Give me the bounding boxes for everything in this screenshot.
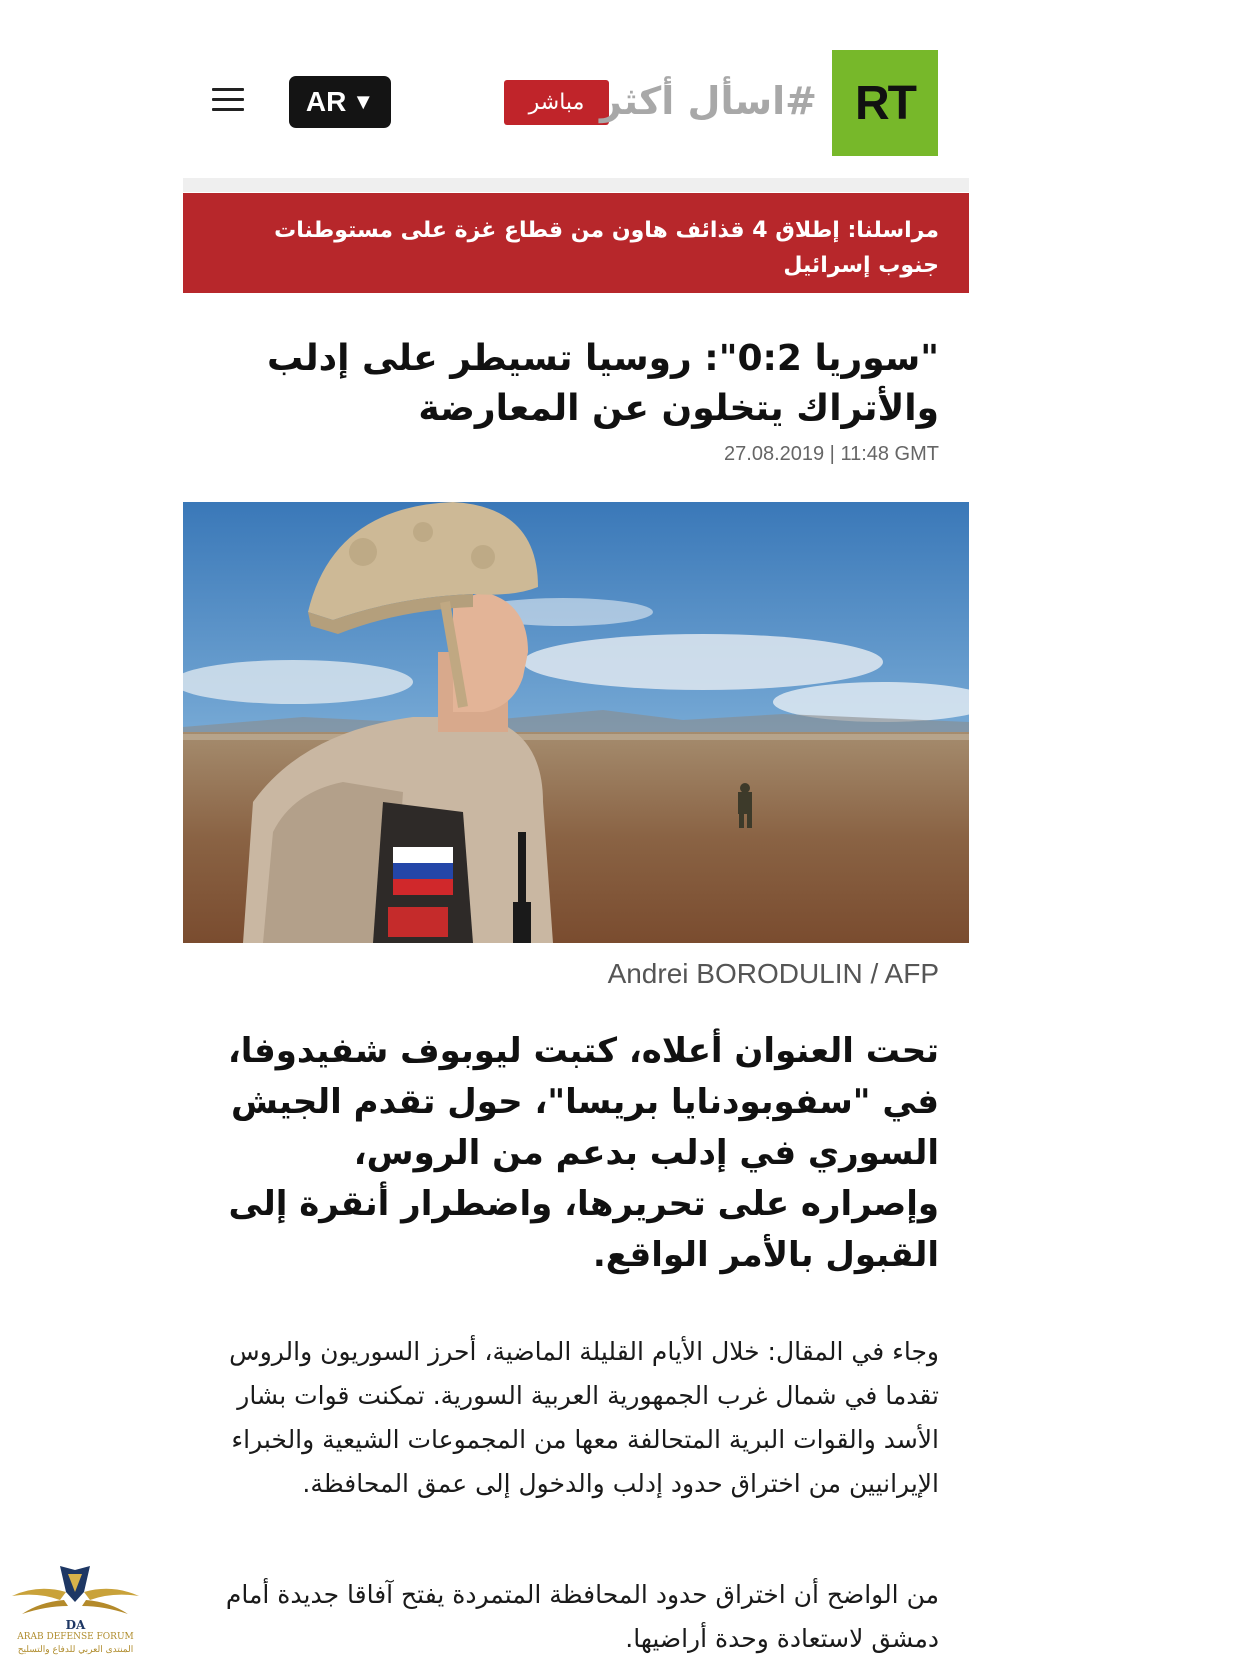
article-title: "سوريا 0:2": روسيا تسيطر على إدلب والأتراك يتخلون عن المعارضة <box>267 338 939 429</box>
article-lead: تحت العنوان أعلاه، كتبت ليوبوف شفيدوفا، في "سفوبودنايا بريسا"، حول تقدم الجيش السوري في إدلب بدعم من الروس، وإصراره على تحريرها، واضطرار أنقرة إلى القبول بالأمر الواقع. <box>227 1031 939 1275</box>
article-paragraph: وجاء في المقال: خلال الأيام القليلة الماضية، أحرز السوريون والروس تقدما في شمال غرب الجمهورية العربية السورية. تمكنت قوات بشار الأسد والقوات البرية المتحالفة معها من المجموعات الشيعية والخبراء الإيرانيين من اختراق حدود إدلب والدخول إلى عمق المحافظة. <box>229 1337 939 1498</box>
language-selector[interactable] <box>289 76 391 128</box>
breaking-news-text: مراسلنا: إطلاق 4 قذائف هاون من قطاع غزة على مستوطنات جنوب إسرائيل <box>274 218 939 278</box>
logo-text: RT <box>855 77 915 130</box>
header-divider <box>183 178 969 192</box>
article-image[interactable] <box>183 502 969 943</box>
language-label: AR <box>305 86 347 117</box>
watermark-name-ar: المنتدى العربي للدفاع والتسليح <box>17 1645 134 1655</box>
eagle-wings-icon <box>8 1562 143 1624</box>
rt-logo[interactable] <box>832 50 938 156</box>
article-paragraph: من الواضح أن اختراق حدود المحافظة المتمردة يفتح آفاقا جديدة أمام دمشق لاستعادة وحدة أراضيها. <box>225 1580 939 1653</box>
watermark-initials: DA <box>65 1618 86 1632</box>
live-button[interactable]: مباشر <box>504 80 609 125</box>
breaking-news-banner[interactable] <box>183 193 969 293</box>
hashtag-link[interactable]: #اسأل أكثر <box>600 79 817 123</box>
article-date: 27.08.2019 | 11:48 GMT <box>724 443 939 465</box>
watermark-name: ARAB DEFENSE FORUM <box>17 1632 134 1642</box>
forum-watermark-logo <box>8 1562 143 1662</box>
caret-down-icon: ▼ <box>352 89 375 114</box>
hamburger-menu-icon[interactable] <box>212 88 244 112</box>
image-caption: Andrei BORODULIN / AFP <box>607 958 939 989</box>
